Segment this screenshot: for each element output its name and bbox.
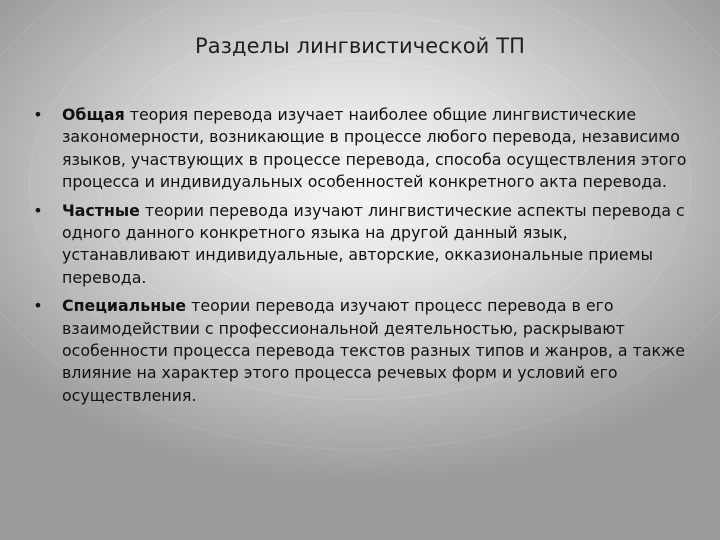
bullet-icon: • bbox=[33, 105, 43, 124]
bullet-text: теории перевода изучают процесс перевода в его взаимодействии с профессиональной деятельностью, раскрывают особенности процесса перевода текстов разных типов и жанров, а также влияние на характер этого процесса речевых форм и условий его осуществления. bbox=[62, 296, 685, 405]
bullet-item-general bbox=[28, 104, 688, 194]
bullet-term: Частные bbox=[62, 200, 140, 220]
bullet-icon: • bbox=[33, 200, 43, 220]
bullet-icon: • bbox=[33, 296, 43, 316]
bullet-term: Общая bbox=[62, 105, 125, 124]
bullet-text: теории перевода изучают лингвистические аспекты перевода с одного данного конкретного языка на другой данный язык, устанавливают индивидуальные, авторские, окказиональные приемы перевода. bbox=[62, 200, 685, 287]
bullet-item-special bbox=[28, 295, 688, 407]
bullet-item-particular bbox=[28, 200, 688, 290]
slide-title: Разделы лингвистической ТП bbox=[194, 34, 526, 58]
bullet-text: теория перевода изучает наиболее общие лингвистические закономерности, возникающие в процессе любого перевода, независимо языков, участвующих в процессе перевода, способа осуществления этого процесса и индивидуальных особенностей конкретного акта перевода. bbox=[62, 105, 687, 192]
bullet-list bbox=[28, 104, 688, 413]
bullet-term: Специальные bbox=[62, 296, 187, 316]
